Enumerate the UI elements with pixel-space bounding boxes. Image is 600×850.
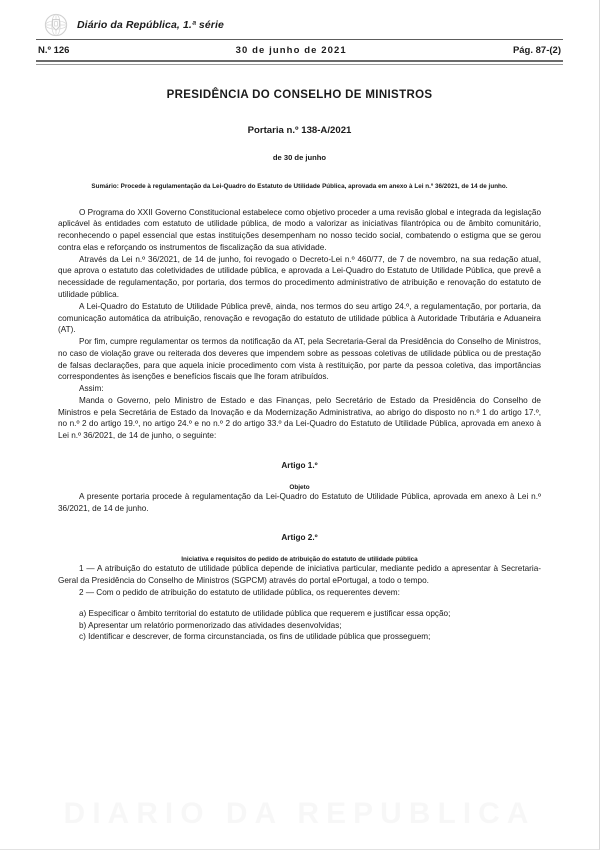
article-2-paragraph-2: 2 — Com o pedido de atribuição do estatuto de utilidade pública, os requerentes devem: (79, 587, 400, 597)
article-1-paragraph-1: A presente portaria procede à regulamentação da Lei-Quadro do Estatuto de Utilidade Pública, aprovada em anexo à Lei n.º 36/2021, de 14 de junho. (58, 491, 541, 513)
preamble-paragraph-4: Por fim, cumpre regulamentar os termos da notificação da AT, pela Secretaria-Geral da Presidência do Conselho de Ministros, no caso de violação grave ou reiterada dos deveres que impendem sobre as pessoas coletivas de utilidade pública ou de prestação de falsas declarações, para que aquela inicie procedimento com vista à restituição, por parte da pessoa coletiva, das importâncias correspondentes às isenções e benefícios fiscais que lhe foram atribuídos. (58, 337, 541, 382)
preamble-paragraph-2: Através da Lei n.º 36/2021, de 14 de junho, foi revogado o Decreto-Lei n.º 460/77, de 7 de novembro, na sua redação atual, que aprova o estatuto das coletividades de utilidade pública, e aprovada a Lei-Quadro do Estatuto de Utilidade Pública, que prevê a necessidade de regulamentação, por portaria, dos termos do procedimento administrativo de atribuição e renovação do estatuto de utilidade pública. (58, 254, 541, 299)
issue-line (36, 40, 563, 60)
issue-number: N.º 126 (38, 45, 70, 56)
header-rule-bottom (36, 60, 563, 65)
article-1-heading: Artigo 1.º (281, 460, 318, 470)
issue-date: 30 de junho de 2021 (235, 45, 347, 56)
preamble-paragraph-3: A Lei-Quadro do Estatuto de Utilidade Pública prevê, ainda, nos termos do seu artigo 24.º, a regulamentação, por portaria, da comunicação automática da atribuição, renovação e revogação do estatuto de utilidade pública à Autoridade Tributária e Aduaneira (AT). (58, 301, 541, 335)
portugal-coat-of-arms-icon (44, 13, 68, 37)
issuing-organization: PRESIDÊNCIA DO CONSELHO DE MINISTROS (166, 88, 433, 101)
masthead (0, 0, 599, 34)
article-2-subheading: Iniciativa e requisitos do pedido de atribuição do estatuto de utilidade pública (181, 556, 418, 564)
list-item: c) Identificar e descrever, de forma circunstanciada, os fins de utilidade pública que prosseguem; (79, 632, 431, 642)
preamble-paragraph-5: Manda o Governo, pelo Ministro de Estado e das Finanças, pelo Secretário de Estado da Presidência do Conselho de Ministros e pela Secretária de Estado da Inovação e da Modernização Administrativa, ao abrigo do disposto no n.º 1 do artigo 17.º, no n.º 2 do artigo 19.º, no artigo 24.º e no n.º 2 do artigo 33.º da Lei-Quadro do Estatuto de Utilidade Pública, aprovada em anexo à Lei n.º 36/2021, de 14 de junho, o seguinte: (58, 395, 541, 441)
preamble-assim: Assim: (79, 384, 104, 394)
article-2-heading: Artigo 2.º (281, 533, 318, 543)
list-item: a) Especificar o âmbito territorial do estatuto de utilidade pública que requerem e justificar essa opção; (79, 608, 451, 618)
act-title: Portaria n.º 138-A/2021 (247, 124, 352, 136)
article-2-paragraph-1: 1 — A atribuição do estatuto de utilidade pública depende de iniciativa particular, mediante pedido a apresentar à Secretaria-Geral da Presidência do Conselho de Ministros (SGPCM) através do portal ePortugal, a todo o tempo. (58, 564, 541, 586)
page-watermark (0, 797, 599, 831)
page-number: Pág. 87-(2) (512, 45, 561, 56)
masthead-title: Diário da República, 1.ª série (77, 19, 224, 31)
list-item: b) Apresentar um relatório pormenorizado das atividades desenvolvidas; (79, 620, 342, 630)
act-date: de 30 de junho (272, 152, 327, 162)
document-content (0, 89, 599, 643)
summary-block: Sumário: Procede à regulamentação da Lei-Quadro do Estatuto de Utilidade Pública, aprovada em anexo à Lei n.º 36/2021, de 14 de junho. (91, 182, 508, 190)
preamble-paragraph-1: O Programa do XXII Governo Constitucional estabelece como objetivo proceder a uma revisão global e integrada da legislação aplicável às entidades com estatuto de utilidade pública, de modo a valorizar as iniciativas filantrópica ou de âmbito comunitário, reconhecendo o papel essencial que estas instituições desempenham no nosso tecido social, combatendo o estigma que se gerou contra elas e reforçando os instrumentos de fiscalização da sua atividade. (58, 207, 541, 252)
article-1-subheading: Objeto (289, 483, 310, 491)
